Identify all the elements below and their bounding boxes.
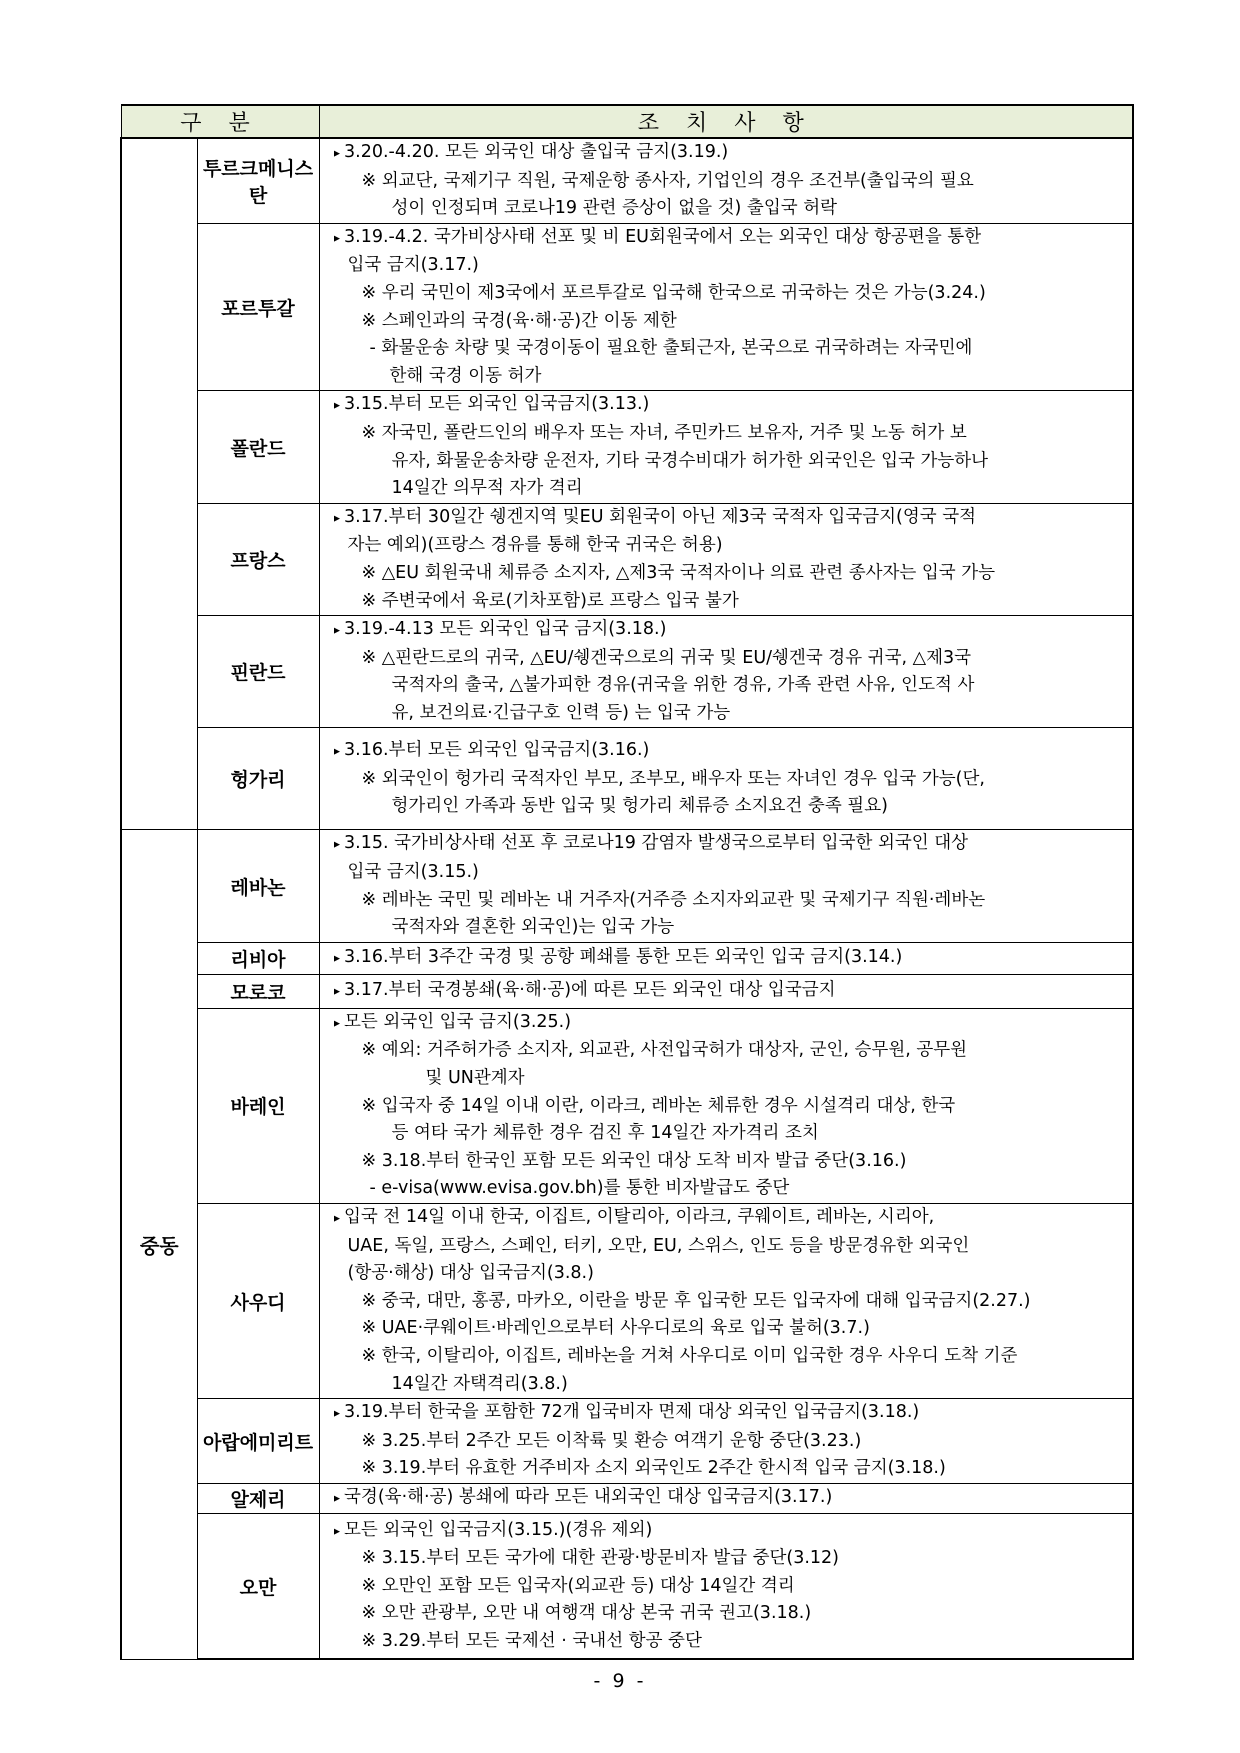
measure-item: ▸ 모든 외국인 입국 금지(3.25.): [334, 1009, 1119, 1038]
country-cell: 투르크메니스탄: [197, 138, 319, 223]
measures-cell: [319, 1399, 1133, 1484]
note-item: 유자, 화물운송차량 운전자, 기타 국경수비대가 허가한 외국인은 입국 가능하나: [391, 450, 989, 471]
note-item: 국적자와 결혼한 외국인)는 입국 가능: [391, 917, 675, 938]
note-item: ※ 중국, 대만, 홍콩, 마카오, 이란을 방문 후 입국한 모든 입국자에 대해 입국금지(2.27.): [361, 1290, 1031, 1311]
measure-item: ▸ 3.19.부터 한국을 포함한 72개 입국비자 면제 대상 외국인 입국금지(3.18.): [334, 1399, 1119, 1428]
region-cell: 중동: [121, 830, 197, 1659]
table-row: [121, 1513, 1133, 1659]
note-item: 등 여타 국가 체류한 경우 검진 후 14일간 자가격리 조치: [391, 1123, 819, 1144]
sub-item: 한해 국경 이동 허가: [389, 365, 542, 386]
note-item: 헝가리인 가족과 동반 입국 및 헝가리 체류증 소지요건 충족 필요): [391, 796, 888, 817]
measure-item: ▸ 3.17.부터 30일간 쉥겐지역 및EU 회원국이 아닌 제3국 국적자 입국금지(영국 국적: [334, 504, 1119, 533]
sub-item: - 화물운송 차량 및 국경이동이 필요한 출퇴근자, 본국으로 귀국하려는 자국민에: [369, 338, 973, 359]
note-item: ※ 레바논 국민 및 레바논 내 거주자(거주증 소지자외교관 및 국제기구 직원·레바논: [361, 889, 986, 910]
measures-cell: [319, 728, 1133, 830]
note-item: 국적자의 출국, △불가피한 경유(귀국을 위한 경유, 가족 관련 사유, 인도적 사: [391, 675, 975, 696]
note-item: ※ 예외: 거주허가증 소지자, 외교관, 사전입국허가 대상자, 군인, 승무원, 공무원: [361, 1040, 968, 1061]
country-cell: 폴란드: [197, 391, 319, 503]
table-row: [121, 974, 1133, 1008]
measures-cell: [319, 942, 1133, 974]
entry-restrictions-table: [120, 104, 1134, 1660]
measure-item: ▸ 입국 전 14일 이내 한국, 이집트, 이탈리아, 이라크, 쿠웨이트, 레바논, 시리아,: [334, 1204, 1119, 1233]
note-item: ※ 한국, 이탈리아, 이집트, 레바논을 거쳐 사우디로 이미 입국한 경우 사우디 도착 기준: [361, 1345, 1018, 1366]
measure-item: ▸ 국경(육·해·공) 봉쇄에 따라 모든 내외국인 대상 입국금지(3.17.): [334, 1484, 1119, 1513]
note-item: ※ 오만 관광부, 오만 내 여행객 대상 본국 귀국 권고(3.18.): [361, 1603, 812, 1624]
measure-item: ▸ 3.16.부터 모든 외국인 입국금지(3.16.): [334, 737, 1119, 766]
table-header-row: [121, 105, 1133, 138]
table-row: [121, 1204, 1133, 1399]
note-item: 14일간 자택격리(3.8.): [391, 1373, 568, 1394]
note-item: 성이 인정되며 코로나19 관련 증상이 없을 것) 출입국 허락: [391, 198, 838, 219]
note-item: ※ 주변국에서 육로(기차포함)로 프랑스 입국 불가: [361, 590, 739, 611]
country-cell: 바레인: [197, 1008, 319, 1203]
measures-cell: [319, 830, 1133, 942]
country-cell: 오만: [197, 1513, 319, 1659]
measure-item: ▸ 3.17.부터 국경봉쇄(육·해·공)에 따른 모든 외국인 대상 입국금지: [334, 977, 1119, 1006]
note-item: ※ 3.25.부터 2주간 모든 이착륙 및 환승 여객기 운항 중단(3.23.): [361, 1430, 862, 1451]
note-item: 및 UN관계자: [425, 1068, 525, 1089]
page-number: - 9 -: [593, 1670, 647, 1692]
measures-cell: [319, 1008, 1133, 1203]
measures-cell: [319, 616, 1133, 728]
note-item: ※ 3.18.부터 한국인 포함 모든 외국인 대상 도착 비자 발급 중단(3.16.): [361, 1150, 907, 1171]
sub-item: - e-visa(www.evisa.gov.bh)를 통한 비자발급도 중단: [369, 1178, 790, 1199]
measures-cell: [319, 391, 1133, 503]
note-item: ※ 자국민, 폴란드인의 배우자 또는 자녀, 주민카드 보유자, 거주 및 노동 허가 보: [361, 422, 967, 443]
country-cell: 헝가리: [197, 728, 319, 830]
country-cell: 프랑스: [197, 503, 319, 615]
note-item: ※ 외교단, 국제기구 직원, 국제운항 종사자, 기업인의 경우 조건부(출입국의 필요: [361, 170, 974, 191]
note-item: ※ 외국인이 헝가리 국적자인 부모, 조부모, 배우자 또는 자녀인 경우 입국 가능(단,: [361, 768, 985, 789]
note-item: ※ 스페인과의 국경(육·해·공)간 이동 제한: [361, 310, 677, 331]
country-cell: 아랍에미리트: [197, 1399, 319, 1484]
measures-cell: [319, 138, 1133, 223]
note-item: ※ 우리 국민이 제3국에서 포르투갈로 입국해 한국으로 귀국하는 것은 가능(3.24.): [361, 282, 986, 303]
note-item: ※ 3.15.부터 모든 국가에 대한 관광·방문비자 발급 중단(3.12): [361, 1548, 840, 1569]
note-item: ※ UAE·쿠웨이트·바레인으로부터 사우디로의 육로 입국 불허(3.7.): [361, 1318, 870, 1339]
table-row: [121, 830, 1133, 942]
header-category: 구 분: [121, 105, 319, 138]
table-row: [121, 223, 1133, 391]
note-item: ※ △EU 회원국내 체류증 소지자, △제3국 국적자이나 의료 관련 종사자는 입국 가능: [361, 562, 996, 583]
table-row: [121, 391, 1133, 503]
note-item: 14일간 의무적 자가 격리: [391, 478, 583, 499]
measures-cell: [319, 223, 1133, 391]
note-item: ※ 오만인 포함 모든 입국자(외교관 등) 대상 14일간 격리: [361, 1575, 795, 1596]
note-item: ※ 입국자 중 14일 이내 이란, 이라크, 레바논 체류한 경우 시설격리 대상, 한국: [361, 1095, 956, 1116]
table-row: [121, 138, 1133, 223]
table-row: [121, 1483, 1133, 1513]
measures-cell: [319, 1483, 1133, 1513]
note-item: ※ 3.29.부터 모든 국제선 · 국내선 항공 중단: [361, 1631, 702, 1652]
country-cell: 모로코: [197, 974, 319, 1008]
country-cell: 리비아: [197, 942, 319, 974]
measure-item: ▸ 3.19.-4.13 모든 외국인 입국 금지(3.18.): [334, 616, 1119, 645]
measures-cell: [319, 1204, 1133, 1399]
measure-item: ▸ 3.16.부터 3주간 국경 및 공항 폐쇄를 통한 모든 외국인 입국 금지(3.14.): [334, 944, 1119, 973]
sub-item: (항공·해상) 대상 입국금지(3.8.): [347, 1263, 594, 1284]
measures-cell: [319, 974, 1133, 1008]
measures-cell: [319, 503, 1133, 615]
note-item: ※ △핀란드로의 귀국, △EU/쉥겐국으로의 귀국 및 EU/쉥겐국 경유 귀국, △제3국: [361, 647, 972, 668]
measure-item: ▸ 3.15.부터 모든 외국인 입국금지(3.13.): [334, 391, 1119, 420]
country-cell: 포르투갈: [197, 223, 319, 391]
country-cell: 레바논: [197, 830, 319, 942]
sub-item: UAE, 독일, 프랑스, 스페인, 터키, 오만, EU, 스위스, 인도 등을 방문경유한 외국인: [347, 1235, 970, 1256]
note-item: ※ 3.19.부터 유효한 거주비자 소지 외국인도 2주간 한시적 입국 금지(3.18.): [361, 1458, 946, 1479]
measure-item: ▸ 3.19.-4.2. 국가비상사태 선포 및 비 EU회원국에서 오는 외국인 대상 항공편을 통한: [334, 224, 1119, 253]
region-cell: [121, 138, 197, 830]
header-measures: 조 치 사 항: [319, 105, 1133, 138]
measure-item: ▸ 모든 외국인 입국금지(3.15.)(경유 제외): [334, 1517, 1119, 1546]
table-row: [121, 728, 1133, 830]
measures-cell: [319, 1513, 1133, 1659]
document-page: [120, 104, 1132, 1660]
measure-item: ▸ 3.15. 국가비상사태 선포 후 코로나19 감염자 발생국으로부터 입국한 외국인 대상: [334, 830, 1119, 859]
measure-item: ▸ 3.20.-4.20. 모든 외국인 대상 출입국 금지(3.19.): [334, 139, 1119, 168]
note-item: 유, 보건의료·긴급구호 인력 등) 는 입국 가능: [391, 702, 731, 723]
sub-item: 자는 예외)(프랑스 경유를 통해 한국 귀국은 허용): [347, 535, 723, 556]
table-row: [121, 1399, 1133, 1484]
sub-item: 입국 금지(3.17.): [347, 255, 479, 276]
table-row: [121, 616, 1133, 728]
sub-item: 입국 금지(3.15.): [347, 862, 479, 883]
country-cell: 알제리: [197, 1483, 319, 1513]
country-cell: 사우디: [197, 1204, 319, 1399]
table-row: [121, 942, 1133, 974]
table-row: [121, 503, 1133, 615]
country-cell: 핀란드: [197, 616, 319, 728]
table-row: [121, 1008, 1133, 1203]
